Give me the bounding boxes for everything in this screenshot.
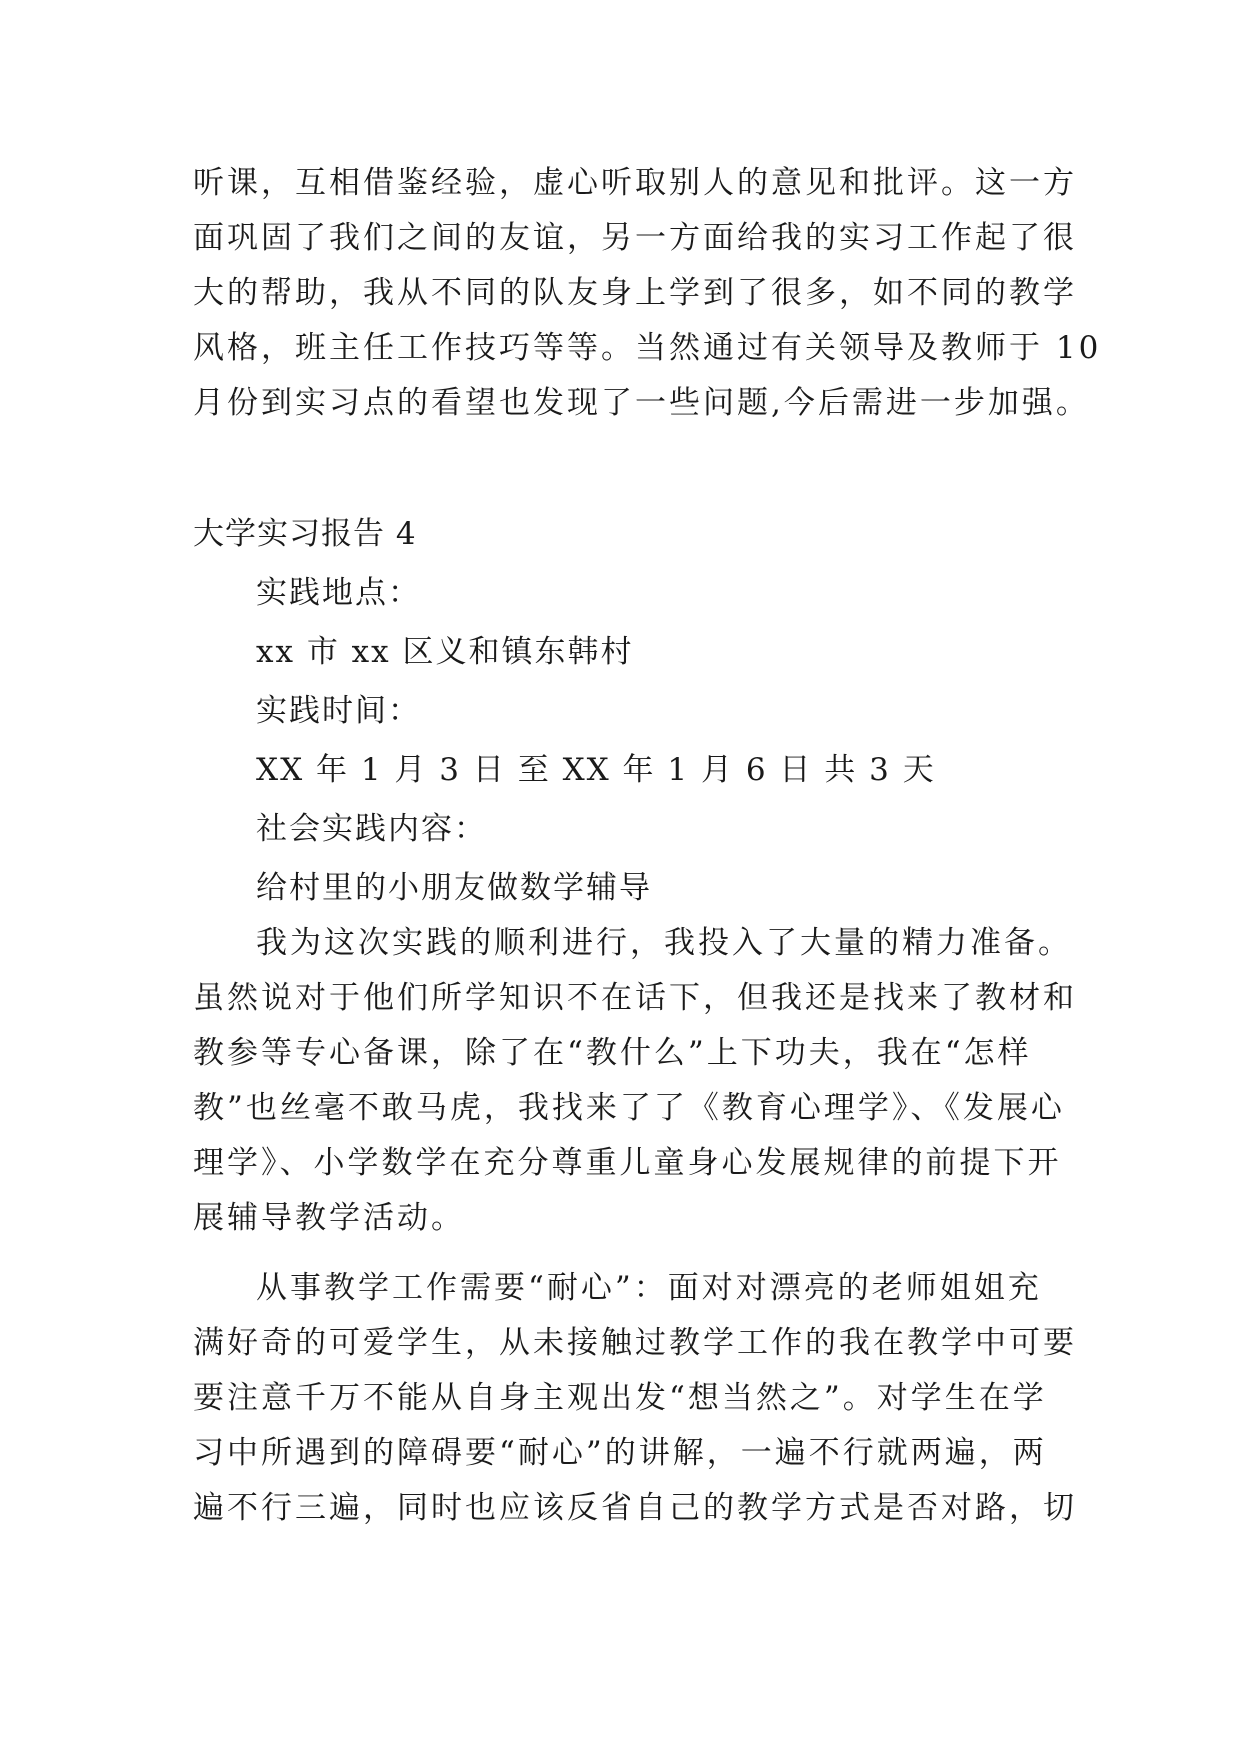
content-value: 给村里的小朋友做数学辅导 bbox=[256, 870, 652, 906]
text-line: 要注意千万不能从自身主观出发“想当然之”。对学生在学 bbox=[193, 1380, 1047, 1416]
text-line: 风格，班主任工作技巧等等。当然通过有关领导及教师于 10 bbox=[193, 330, 1102, 366]
text-line: 理学》、小学数学在充分尊重儿童身心发展规律的前提下开 bbox=[193, 1145, 1062, 1181]
location-label: 实践地点： bbox=[256, 575, 421, 611]
text-line: 虽然说对于他们所学知识不在话下，但我还是找来了教材和 bbox=[193, 980, 1077, 1016]
location-value: xx 市 xx 区义和镇东韩村 bbox=[256, 634, 634, 670]
text-line: 大的帮助，我从不同的队友身上学到了很多，如不同的教学 bbox=[193, 275, 1077, 311]
text-line: 教”也丝毫不敢马虎，我找来了了《教育心理学》、《发展心 bbox=[193, 1090, 1065, 1126]
text-line: 我为这次实践的顺利进行，我投入了大量的精力准备。 bbox=[256, 925, 1072, 961]
text-line: 面巩固了我们之间的友谊，另一方面给我的实习工作起了很 bbox=[193, 220, 1077, 256]
text-line: 月份到实习点的看望也发现了一些问题,今后需进一步加强。 bbox=[193, 385, 1090, 421]
text-line: 听课，互相借鉴经验，虚心听取别人的意见和批评。这一方 bbox=[193, 165, 1077, 201]
text-line: 满好奇的可爱学生，从未接触过教学工作的我在教学中可要 bbox=[193, 1325, 1077, 1361]
text-line: 遍不行三遍，同时也应该反省自己的教学方式是否对路，切 bbox=[193, 1490, 1077, 1526]
text-line: 习中所遇到的障碍要“耐心”的讲解，一遍不行就两遍，两 bbox=[193, 1435, 1047, 1471]
time-label: 实践时间： bbox=[256, 693, 421, 729]
content-label: 社会实践内容： bbox=[256, 811, 487, 847]
text-line: 展辅导教学活动。 bbox=[193, 1200, 465, 1236]
time-value: XX 年 1 月 3 日 至 XX 年 1 月 6 日 共 3 天 bbox=[256, 752, 936, 788]
text-line: 教参等专心备课，除了在“教什么”上下功夫，我在“怎样 bbox=[193, 1035, 1032, 1071]
text-line: 从事教学工作需要“耐心”：面对对漂亮的老师姐姐充 bbox=[256, 1270, 1042, 1306]
section-title: 大学实习报告 4 bbox=[193, 516, 417, 552]
